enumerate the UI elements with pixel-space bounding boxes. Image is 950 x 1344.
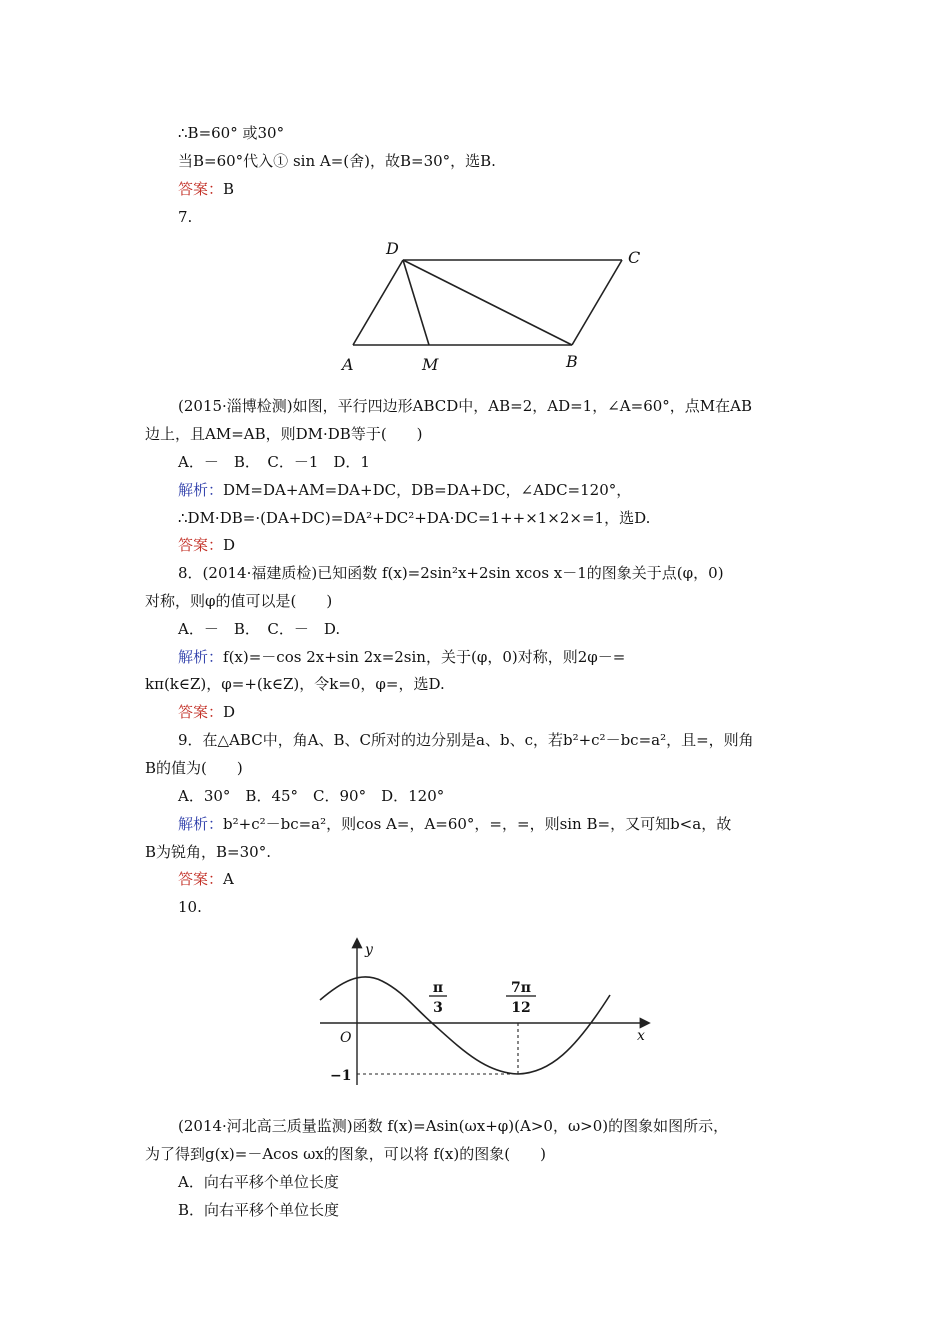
question-stem: 边上，且AM=AB，则DM·DB等于( ) xyxy=(145,425,423,443)
answer-label: 答案： xyxy=(178,536,224,554)
answer-value: D xyxy=(223,703,236,721)
question-stem: B的值为( ) xyxy=(145,759,243,777)
vertex-label-d: D xyxy=(386,239,399,258)
answer-label: 答案： xyxy=(178,180,224,198)
options-line: A．－ B． C．－ D. xyxy=(178,620,341,638)
solution-text: f(x)=－cos 2x+sin 2x=2sin，关于(φ，0)对称，则2φ－= xyxy=(223,648,626,666)
options-line: A．－ B． C．－1 D．1 xyxy=(178,453,370,471)
question-stem: 9．在△ABC中，角A、B、C所对的边分别是a、b、c，若b²+c²－bc=a²，且=，则角 xyxy=(178,731,754,749)
vertex-label-a: A xyxy=(342,355,354,374)
question-stem: 对称，则φ的值可以是( ) xyxy=(145,592,333,610)
answer-value: D xyxy=(223,536,236,554)
solution-label: 解析： xyxy=(178,815,224,833)
solution-line xyxy=(178,480,631,500)
question-number: 10. xyxy=(178,898,202,916)
parallelogram-figure xyxy=(330,235,650,380)
solution-line: kπ(k∈Z)，φ=+(k∈Z)，令k=0，φ=，选D. xyxy=(145,675,445,693)
vertex-label-m: M xyxy=(422,355,439,374)
solution-line: ∴DM·DB=·(DA+DC)=DA²+DC²+DA·DC=1++×1×2×=1，选D. xyxy=(178,509,651,527)
sine-graph-figure xyxy=(310,930,660,1090)
origin-label: O xyxy=(340,1030,352,1046)
question-stem: 为了得到g(x)=－Acos ωx的图象，可以将 f(x)的图象( ) xyxy=(145,1145,546,1163)
answer-value: B xyxy=(223,180,235,198)
option-b: B．向右平移个单位长度 xyxy=(178,1201,340,1219)
text-line: 当B=60°代入① sin A=(舍)，故B=30°，选B. xyxy=(178,152,496,170)
answer-line xyxy=(178,535,235,555)
tick-label-7pi-denominator: 12 xyxy=(511,1000,531,1016)
solution-label: 解析： xyxy=(178,648,224,666)
answer-line xyxy=(178,702,235,722)
tick-label-pi-denominator: 3 xyxy=(433,1000,443,1016)
answer-line xyxy=(178,179,234,199)
answer-label: 答案： xyxy=(178,870,224,888)
tick-label-pi-numerator: π xyxy=(432,980,444,996)
vertex-label-b: B xyxy=(566,352,578,371)
tick-label-neg1: −1 xyxy=(330,1068,352,1084)
option-a: A．向右平移个单位长度 xyxy=(178,1173,339,1191)
question-number: 7. xyxy=(178,208,193,226)
axis-label-y: y xyxy=(365,942,373,958)
solution-label: 解析： xyxy=(178,481,224,499)
solution-line: B为锐角，B=30°. xyxy=(145,843,271,861)
solution-text: b²+c²－bc=a²，则cos A=，A=60°，=，=，则sin B=，又可知b<a，故 xyxy=(223,815,732,833)
question-stem: (2014·河北高三质量监测)函数 f(x)=Asin(ωx+φ)(A>0，ω>0)的图象如图所示， xyxy=(178,1117,729,1135)
options-line: A．30° B．45° C．90° D．120° xyxy=(178,787,445,805)
question-stem: 8．(2014·福建质检)已知函数 f(x)=2sin²x+2sin xcos x－1的图象关于点(φ，0) xyxy=(178,564,724,582)
vertex-label-c: C xyxy=(628,248,641,267)
question-stem: (2015·淄博检测)如图，平行四边形ABCD中，AB=2，AD=1，∠A=60°，点M在AB xyxy=(178,397,752,415)
solution-text: DM=DA+AM=DA+DC，DB=DA+DC，∠ADC=120°， xyxy=(223,481,632,499)
axis-label-x: x xyxy=(637,1028,645,1044)
solution-line xyxy=(178,814,731,834)
tick-label-7pi-numerator: 7π xyxy=(511,980,531,996)
solution-line xyxy=(178,647,625,667)
text-line: ∴B=60° 或30° xyxy=(178,124,285,142)
answer-value: A xyxy=(223,870,234,888)
answer-label: 答案： xyxy=(178,703,224,721)
answer-line xyxy=(178,869,234,889)
